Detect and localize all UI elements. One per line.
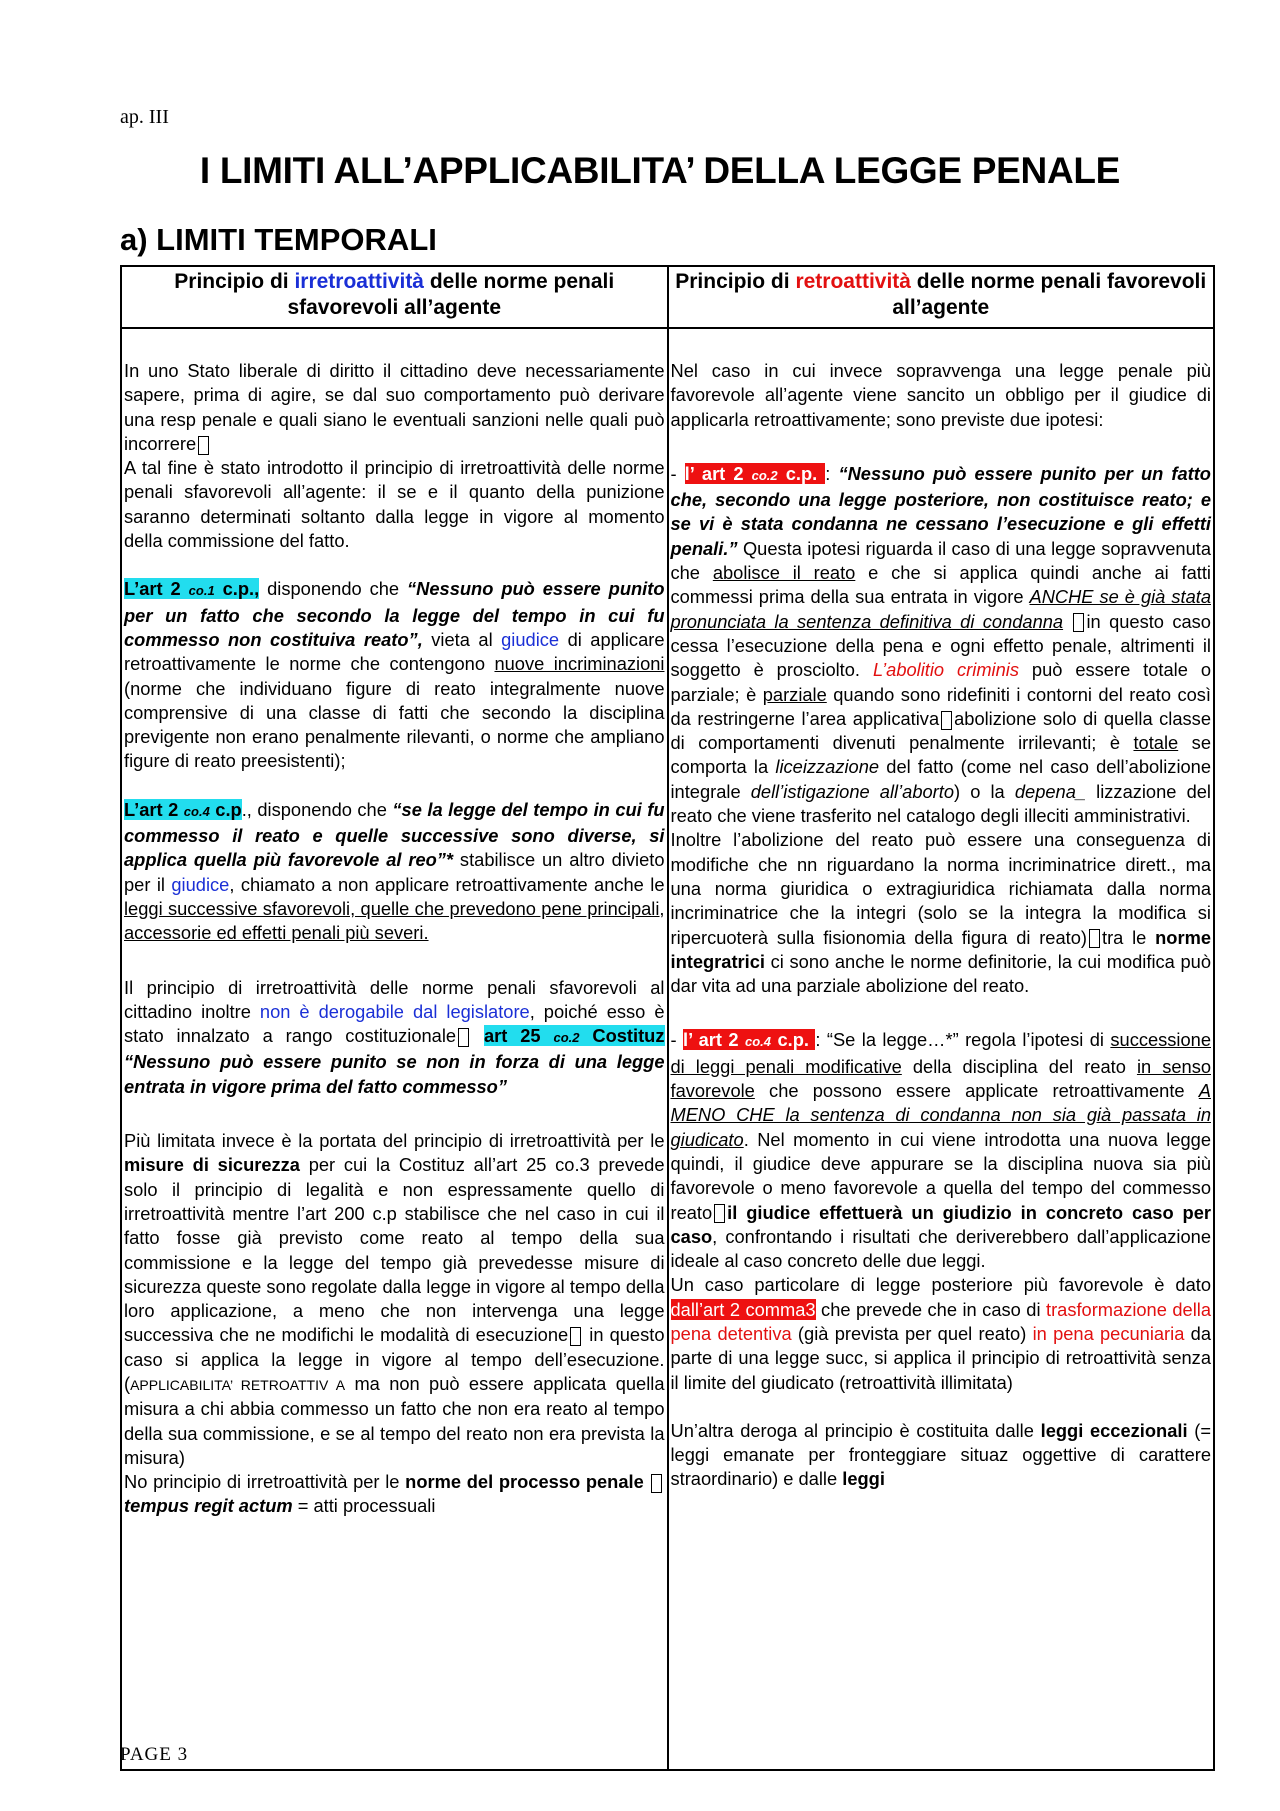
paragraph: - l’ art 2 co.4 c.p. : “Se la legge…*” regola l’ipotesi di successione di leggi penali modificative della disciplina del reato in senso favorevole che possono essere applicate retroattivamente A MENO CHE la sentenza di condanna non sia già passata in giudicato. Nel momento in cui viene introdotta una nuova legge quindi, il giudice deve appurare se la disciplina nuova sia più favorevole o meno favorevole a quella del tempo del commesso reato il giudice effettuerà un giudizio in concreto caso per caso, confrontando i risultati che deriverebbero dall’applicazione ideale al caso concreto delle due leggi. [670, 1029, 1211, 1272]
paragraph: In uno Stato liberale di diritto il cittadino deve necessariamente sapere, prima di agire, se dal suo comportamento può derivare una resp penale e quali siano le eventuali sanzioni nelle quali può incorrere [124, 360, 665, 454]
paragraph: A tal fine è stato introdotto il principio di irretroattività delle norme penali sfavorevoli all’agente: il se e il quanto della punizione saranno determinati soltanto dalla legge in vigore al momento della commissione del fatto. [124, 457, 665, 552]
symbol-glyph [198, 436, 209, 455]
left-column-header: Principio di irretroattività delle norme penali sfavorevoli all’agente [121, 266, 668, 328]
principles-table [120, 265, 1215, 1771]
symbol-glyph [941, 711, 952, 730]
paragraph: Più limitata invece è la portata del principio di irretroattività per le misure di sicurezza per cui la Costituz all’art 25 co.3 prevede solo il principio di legalità e non espressamente quello di irretroattività mentre l’art 200 c.p stabilisce che nel caso in cui il fatto fosse già previsto come reato al tempo della sua commissione e la legge del tempo già prevedesse misure di sicurezza queste sono regolate dalla legge in vigore al tempo della loro applicazione, a meno che non intervenga una legge successiva che ne modifichi le modalità di esecuzione in questo caso si applica la legge in vigore al tempo dell’esecuzione. (APPLICABILITA’ RETROATTIV A ma non può essere applicata quella misura a chi abbia commesso un fatto che non era reato al tempo della sua commissione, e se al tempo del reato non era prevista la misura) [124, 1130, 665, 1468]
right-column-text [668, 328, 1215, 1770]
article-highlight: L’art 2 co.1 c.p., [124, 578, 260, 600]
right-column-header: Principio di retroattività delle norme penali favorevoli all’agente [668, 266, 1215, 328]
page-title: I LIMITI ALL’APPLICABILITA’ DELLA LEGGE PENALE [199, 150, 1121, 191]
chapter-label: ap. III [120, 106, 169, 128]
paragraph: Nel caso in cui invece sopravvenga una legge penale più favorevole all’agente viene sancito un obbligo per il giudice di applicarla retroattivamente; sono previste due ipotesi: [670, 360, 1211, 430]
paragraph: L’art 2 co.1 c.p., disponendo che “Nessuno può essere punito per un fatto che secondo la legge del tempo in cui fu commesso non costituiva reato”, vieta al giudice di applicare retroattivamente le norme che contengono nuove incriminazioni (norme che individuano figure di reato integralmente nuove comprensive di una classe di fatti che secondo la disciplina previgente non erano penalmente rilevanti, o norme che ampliano figure di reato preesistenti); [124, 578, 665, 772]
article-highlight: L’art 2 co.4 c.p [124, 798, 242, 820]
symbol-glyph [651, 1474, 662, 1493]
paragraph: Un caso particolare di legge posteriore più favorevole è dato dall’art 2 comma3 che prevede che in caso di trasformazione della pena detentiva (già prevista per quel reato) in pena pecuniaria da parte di una legge succ, si applica il principio di retroattività senza il limite del giudicato (retroattività illimitata) [670, 1274, 1211, 1393]
article-highlight: l’ art 2 co.2 c.p. [684, 462, 826, 484]
symbol-glyph [714, 1204, 725, 1223]
paragraph: - l’ art 2 co.2 c.p. : “Nessuno può essere punito per un fatto che, secondo una legge posteriore, non costituisce reato; e se vi è stata condanna ne cessano l’esecuzione e gli effetti penali.” Questa ipotesi riguarda il caso di una legge sopravvenuta che abolisce il reato e che si applica quindi anche ai fatti commessi prima della sua entrata in vigore ANCHE se è già stata pronunciata la sentenza definitiva di condanna in questo caso cessa l’esecuzione della pena e ogni effetto penale, altrimenti il soggetto è prosciolto. L’abolitio criminis può essere totale o parziale; è parziale quando sono ridefiniti i contorni del reato così da restringerne l’area applicativa abolizione solo di quella classe di comportamenti divenuti penalmente irrilevanti; è totale se comporta la liceizzazione del fatto (come nel caso dell’abolizione integrale dell’istigazione all’aborto) o la depena_ lizzazione del reato che viene trasferito nel catalogo degli illeciti amministrativi. [670, 462, 1212, 827]
symbol-glyph [458, 1028, 469, 1047]
table-header-row [121, 266, 1214, 328]
paragraph: No principio di irretroattività per le norme del processo penale tempus regit actum = atti processuali [124, 1470, 665, 1519]
symbol-glyph [1073, 613, 1084, 632]
table-body-row [121, 328, 1214, 1770]
paragraph: Il principio di irretroattività delle norme penali sfavorevoli al cittadino inoltre non è derogabile dal legislatore, poiché esso è stato innalzato a rango costituzionale art 25 co.2 Costituz “Nessuno può essere punito se non in forza di una legge entrata in vigore prima del fatto commesso” [124, 976, 665, 1097]
symbol-glyph [1089, 929, 1100, 948]
section-title: a) LIMITI TEMPORALI [120, 222, 437, 257]
article-highlight: art 25 co.2 Costituz [483, 1025, 665, 1047]
symbol-glyph [570, 1327, 581, 1346]
paragraph: Inoltre l’abolizione del reato può essere una conseguenza di modifiche che nn riguardano la norma incriminatrice dirett., ma una norma giuridica o extragiuridica richiamata dalla norma incriminatrice che la integri (solo se la integra la modifica si ripercuoterà sulla fisionomia della figura di reato) tra le norme integratrici ci sono anche le norme definitorie, la cui modifica può dar vita ad una parziale abolizione del reato. [670, 829, 1211, 997]
page-number: PAGE 3 [120, 1744, 189, 1765]
left-column-text [121, 328, 668, 1770]
paragraph: L’art 2 co.4 c.p., disponendo che “se la legge del tempo in cui fu commesso il reato e quelle successive sono diverse, si applica quella più favorevole al reo”* stabilisce un altro divieto per il giudice, chiamato a non applicare retroattivamente anche le leggi successive sfavorevoli, quelle che prevedono pene principali, accessorie ed effetti penali più severi. [124, 798, 665, 944]
article-highlight: l’ art 2 co.4 c.p. [683, 1029, 816, 1051]
paragraph: Un’altra deroga al principio è costituita dalle leggi eccezionali (= leggi emanate per fronteggiare situaz oggettive di carattere straordinario) e dalle leggi [670, 1419, 1212, 1490]
